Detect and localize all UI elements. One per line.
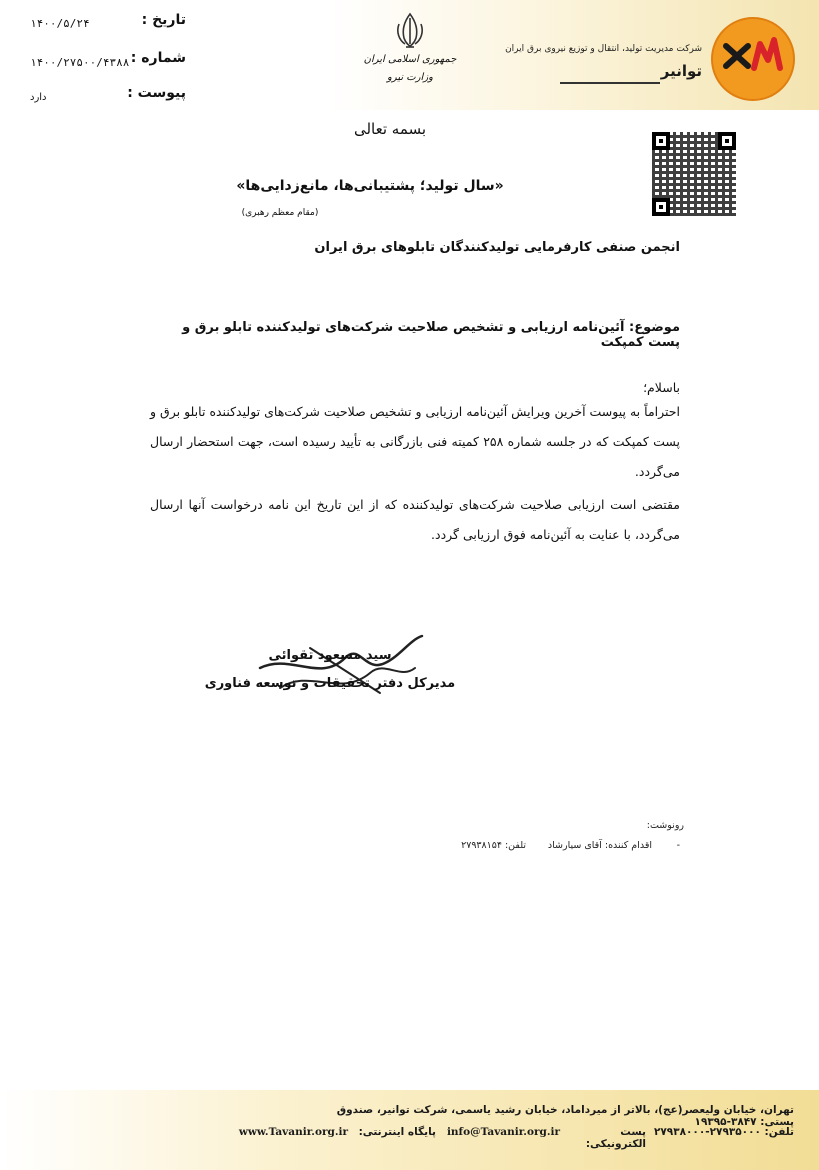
tavanir-logo [708, 14, 798, 104]
cc-phone: تلفن: ۲۷۹۳۸۱۵۴ [461, 840, 526, 851]
number-value: ۱۴۰۰/۲۷۵۰۰/۴۳۸۸ [30, 56, 130, 69]
year-slogan: «سال تولید؛ پشتیبانی‌ها، مانع‌زدایی‌ها» [236, 178, 504, 194]
attachment-value: دارد [30, 92, 47, 103]
qr-code [652, 132, 736, 216]
cc-recipient: اقدام کننده: آقای سیارشاد [547, 840, 652, 851]
company-name: شرکت مدیریت تولید، انتقال و توزیع نیروی برق ایران [505, 44, 702, 54]
footer-website-label: پایگاه اینترنتی: [358, 1126, 436, 1138]
handwritten-signature [250, 628, 430, 708]
bismillah: بسمه تعالی [353, 120, 427, 138]
body-paragraph-1: احتراماً به پیوست آخرین ویرایش آئین‌نامه ارزیابی و تشخیص صلاحیت شرکت‌های تولیدکننده تابلو برق و پست کمپکت که در جلسه شماره ۲۵۸ کمیته فنی بازرگانی به تأیید رسیده است، جهت استحضار ارسال می‌گردد. [150, 404, 680, 479]
footer-email-label: پست الکترونیکی: [585, 1126, 646, 1150]
recipient: انجمن صنفی کارفرمایی تولیدکنندگان تابلوهای برق ایران [314, 240, 680, 255]
attachment-label: پیوست : [127, 85, 186, 101]
emblem-line1: جمهوری اسلامی ایران [363, 54, 457, 65]
signer-title: مدیرکل دفتر تحقیقات و توسعه فناوری [204, 676, 456, 691]
iran-emblem-icon [390, 10, 430, 50]
footer-address: تهران، خیابان ولیعصر(عج)، بالاتر از میرداماد، خیابان رشید یاسمی، شرکت توانیر، صندوق پستی: ۳۸۴۷-۱۹۳۹۵ [336, 1104, 794, 1128]
body-paragraph-2: مقتضی است ارزیابی صلاحیت شرکت‌های تولیدکننده که از این تاریخ این نامه درخواست آنها ارسال می‌گردد، با عنایت به آئین‌نامه فوق ارزیابی گردد. [150, 497, 680, 542]
emblem-line2: وزارت نیرو [386, 72, 433, 83]
number-label: شماره : [130, 50, 186, 66]
greeting: باسلام؛ [643, 380, 680, 395]
date-value: ۱۴۰۰/۵/۲۴ [30, 17, 90, 30]
slogan-source: (مقام معظم رهبری) [241, 208, 319, 218]
footer-phone: تلفن: ۲۷۹۳۵۰۰۰-۲۷۹۳۸۰۰۰ [653, 1126, 794, 1138]
footer-email[interactable]: info@Tavanir.org.ir [446, 1126, 560, 1138]
footer-website[interactable]: www.Tavanir.org.ir [238, 1126, 348, 1138]
cc-dash: - [676, 840, 680, 851]
date-label: تاریخ : [141, 12, 186, 28]
brand-underline [560, 82, 660, 84]
brand-name: توانیر [660, 62, 702, 80]
cc-label: رونوشت: [646, 820, 684, 831]
subject-line: موضوع: آئین‌نامه ارزیابی و تشخیص صلاحیت شرکت‌های تولیدکننده تابلو برق و پست کمپکت [182, 320, 680, 350]
signer-name: سید مسعود تقوائی [268, 648, 392, 663]
